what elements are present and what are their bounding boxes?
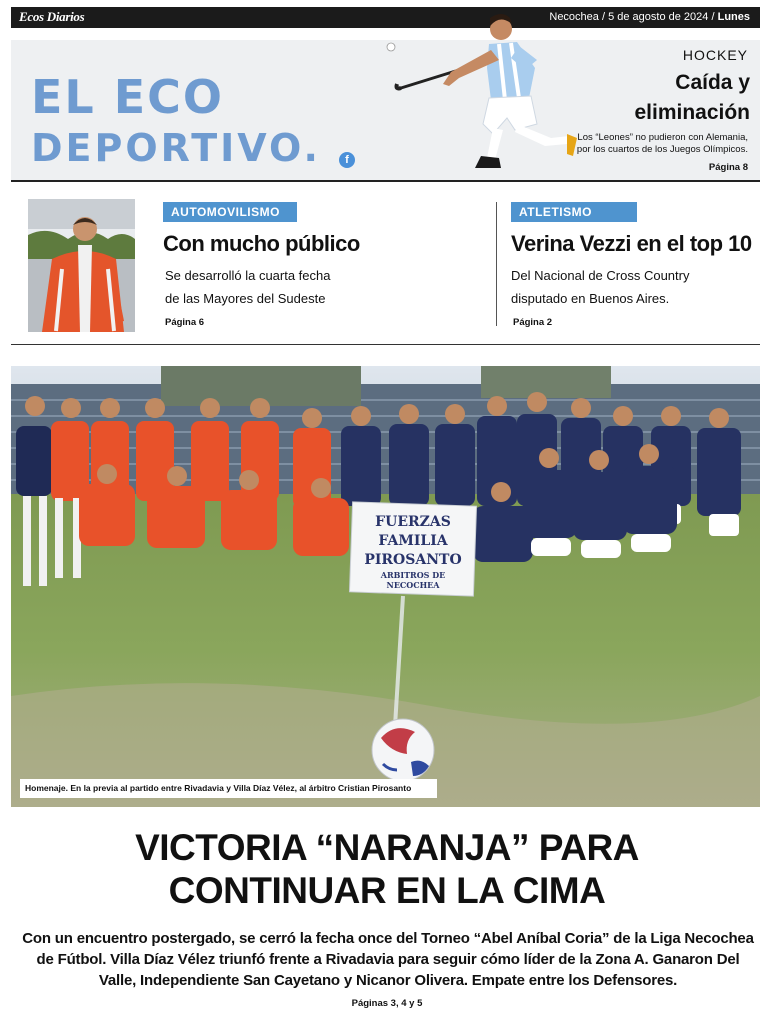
team-photo	[11, 366, 760, 807]
main-page-ref: Páginas 3, 4 y 5	[351, 998, 423, 1009]
hockey-title	[550, 68, 750, 128]
banner-line-5: NECOCHEA	[386, 580, 440, 590]
main-headline-line-2: CONTINUAR EN LA CIMA	[168, 870, 606, 911]
photo-caption: Homenaje. En la previa al partido entre Rivadavia y Villa Díaz Vélez, al árbitro Cristian Pirosanto	[20, 779, 437, 798]
dateline-date: 5 de agosto de 2024 /	[608, 11, 715, 23]
automovilismo-summary-line-2: de las Mayores del Sudeste	[165, 291, 326, 306]
main-lead-line-1: Con un encuentro postergado, se cerró la fecha once del Torneo “Abel Aníbal Coria” de la Liga Necochea	[22, 930, 754, 947]
main-lead-line-3: Valle, Independiente San Cayetano y Nicanor Olivera. Empate entre los Defensores.	[98, 972, 678, 989]
automovilismo-summary	[165, 264, 330, 310]
banner-line-3: PIROSANTO	[364, 552, 462, 568]
dateline-weekday: Lunes	[717, 11, 750, 23]
player-shoe-left	[475, 156, 501, 168]
atletismo-summary	[511, 264, 689, 310]
hockey-subtitle-line-1: Los “Leones” no pudieron con Alemania,	[577, 132, 748, 143]
automovilismo-title[interactable]: Con mucho público	[163, 231, 360, 256]
banner-line-4: ARBITROS DE	[380, 570, 446, 580]
atletismo-title[interactable]: Verina Vezzi en el top 10	[511, 231, 752, 256]
logo-line-2: DEPORTIVO.	[31, 126, 321, 170]
column-divider	[496, 202, 497, 326]
hockey-subtitle-line-2: por los cuartos de los Juegos Olímpicos.	[576, 144, 748, 155]
atletismo-summary-line-2: disputado en Buenos Aires.	[511, 291, 670, 306]
automovilismo-summary-line-1: Se desarrolló la cuarta fecha	[165, 268, 331, 283]
soccer-ball	[372, 719, 434, 781]
facebook-icon: f	[339, 152, 355, 168]
masthead-divider	[11, 180, 760, 182]
section-divider	[11, 344, 760, 345]
hockey-page-ref: Página 8	[708, 162, 748, 173]
banner-line-1: FUERZAS	[375, 514, 451, 530]
main-lead-line-2: de Fútbol. Villa Díaz Vélez triunfó frente a Rivadavia para seguir cómo líder de la Zona A. Ganaron Del	[36, 951, 740, 968]
automovilismo-page-ref: Página 6	[165, 317, 205, 328]
hockey-title-line-1: Caída y	[675, 71, 750, 94]
hockey-subtitle	[558, 132, 748, 156]
main-headline[interactable]	[0, 826, 774, 912]
masthead	[11, 40, 760, 180]
newspaper-brand: Ecos Diarios	[19, 9, 85, 24]
main-headline-line-1: VICTORIA “NARANJA” PARA	[135, 827, 639, 868]
hockey-section-label: HOCKEY	[682, 47, 748, 63]
driver-photo	[28, 199, 135, 332]
tribute-banner	[349, 502, 476, 596]
automovilismo-tag: AUTOMOVILISMO	[163, 202, 297, 222]
dateline-location: Necochea /	[549, 11, 606, 23]
logo-line-1: EL ECO	[31, 70, 225, 124]
atletismo-summary-line-1: Del Nacional de Cross Country	[511, 268, 690, 283]
main-lead	[18, 928, 758, 991]
hockey-title-line-2: eliminación	[634, 101, 750, 124]
hockey-ball	[387, 43, 395, 51]
atletismo-tag: ATLETISMO	[511, 202, 637, 222]
banner-line-2: FAMILIA	[378, 533, 448, 549]
atletismo-page-ref: Página 2	[513, 317, 553, 328]
